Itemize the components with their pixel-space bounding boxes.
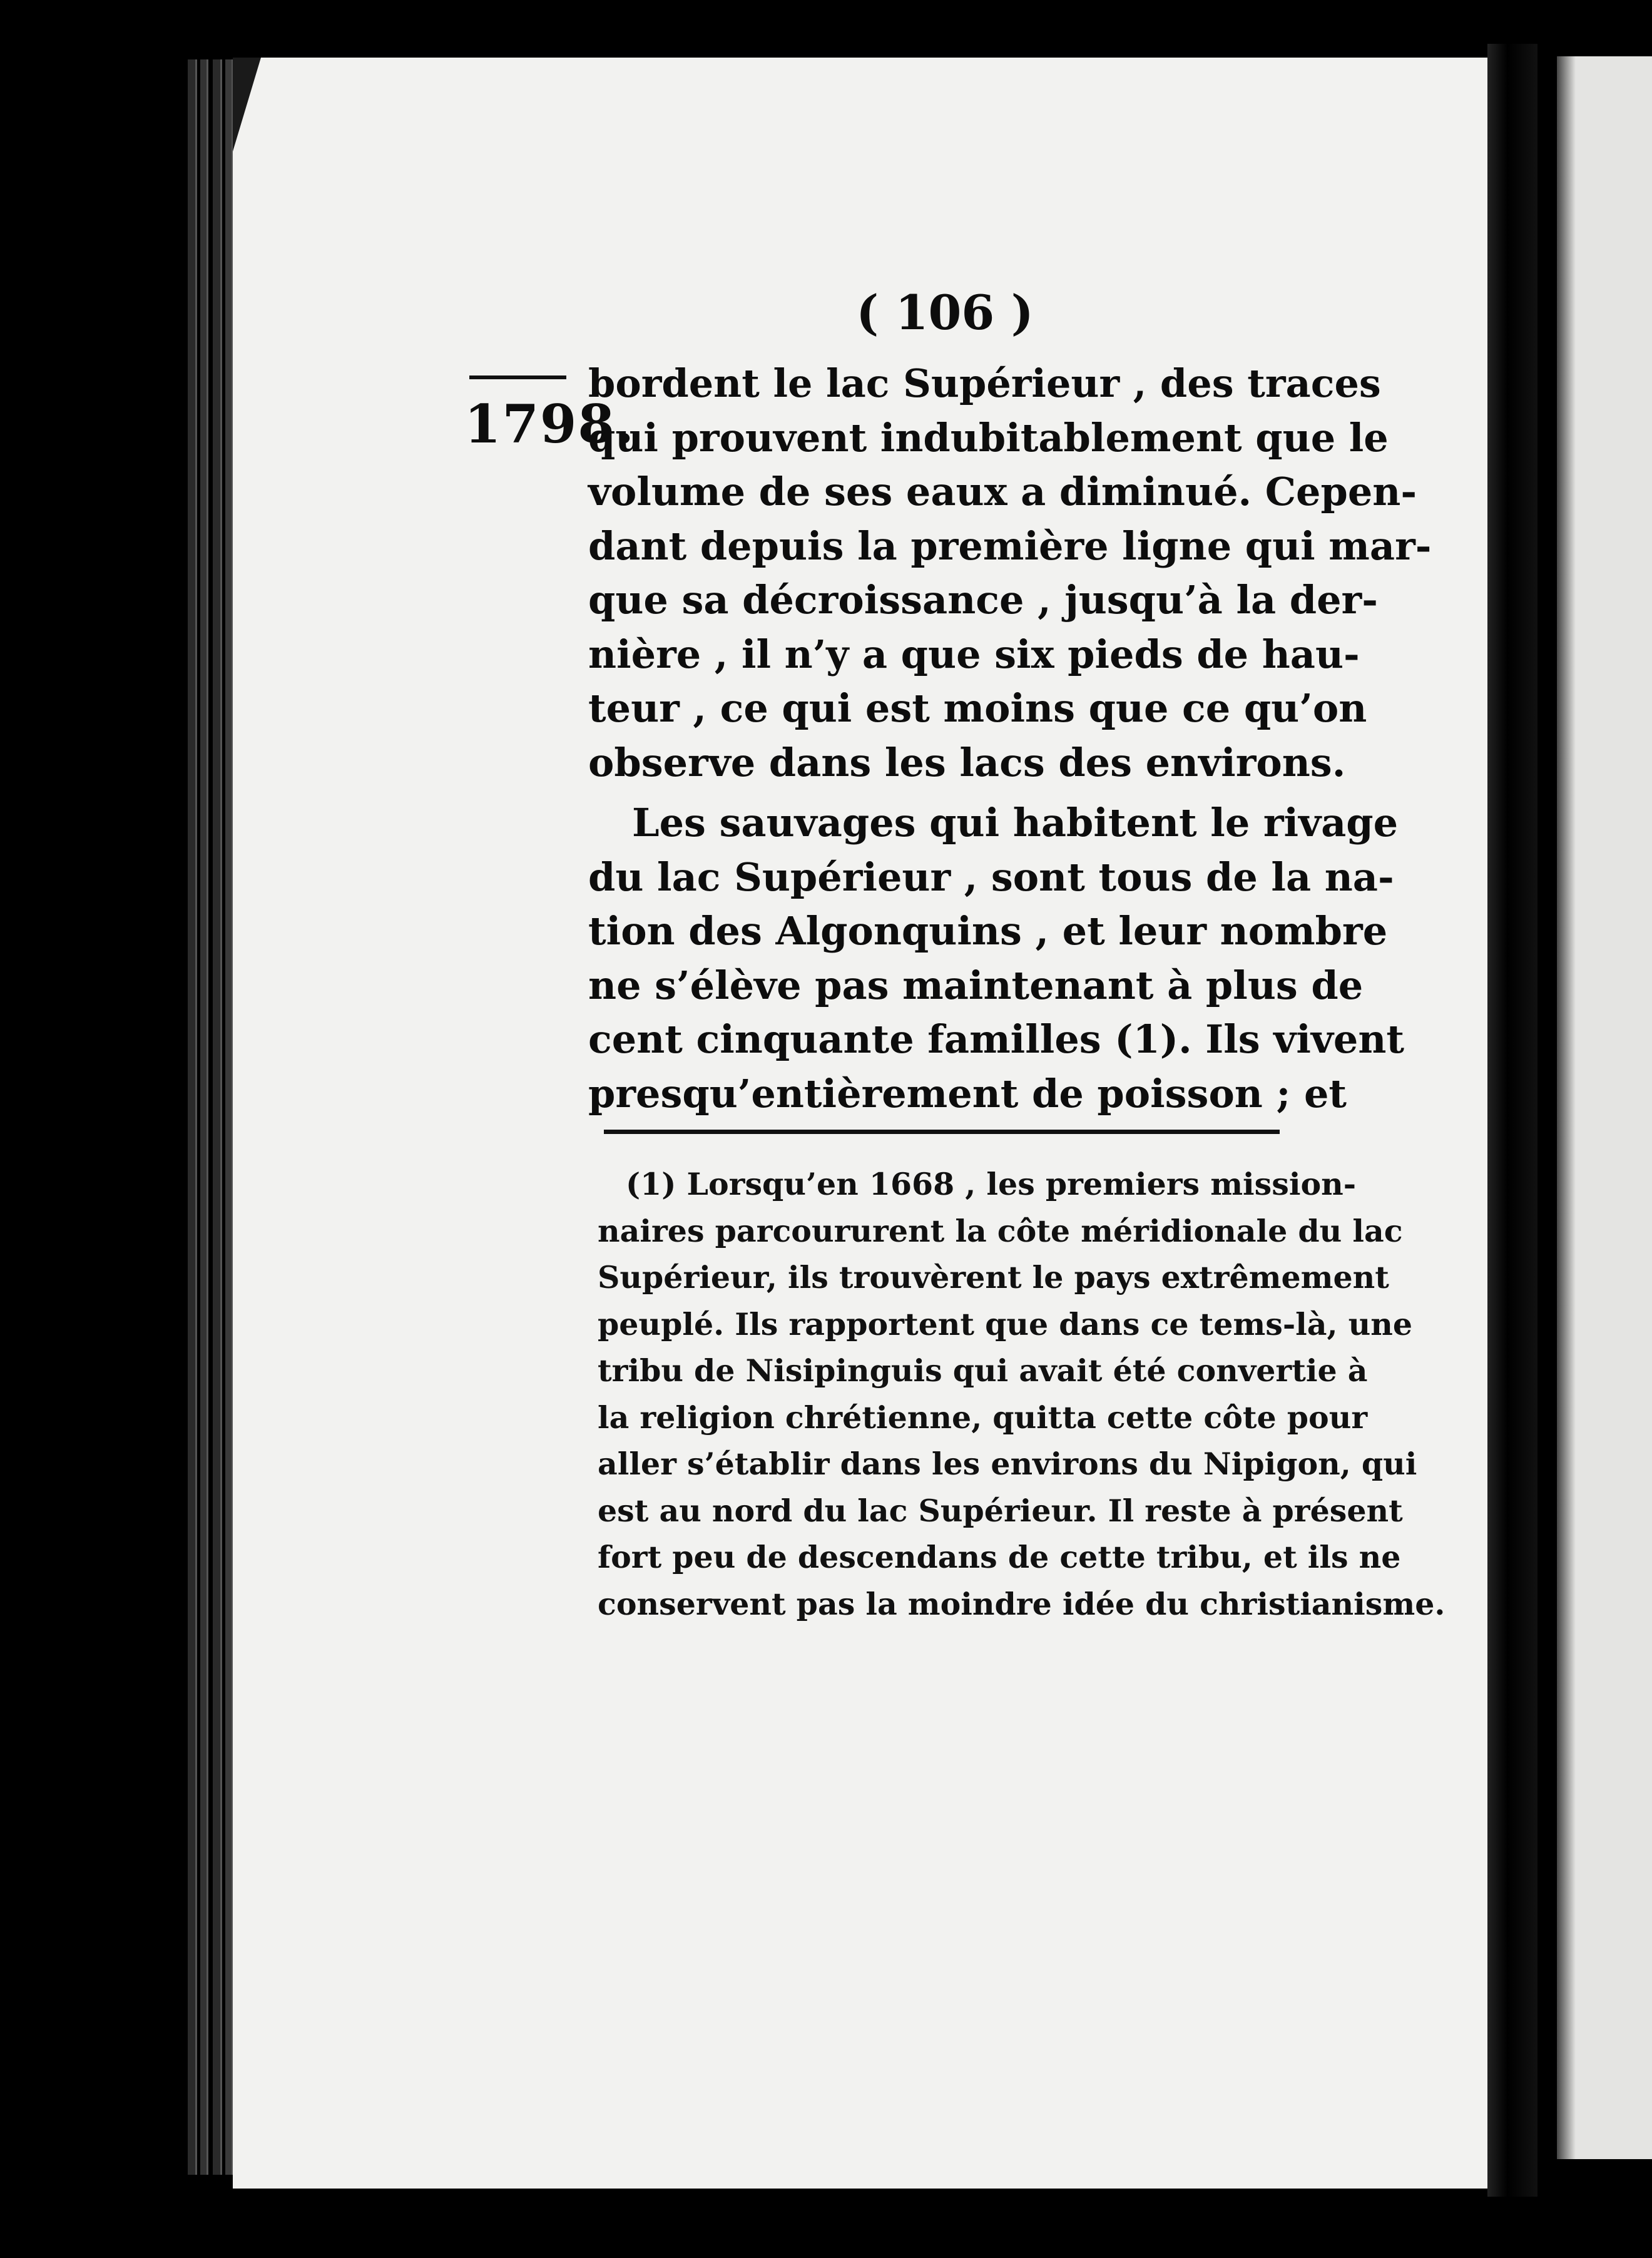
- margin-year-note: 1798.: [464, 393, 636, 455]
- page-edge: [188, 59, 197, 2175]
- facing-page-shadow: [1557, 56, 1576, 2159]
- text-line: volume de ses eaux a diminué. Cepen-: [588, 469, 1417, 514]
- text-line: du lac Supérieur , sont tous de la na-: [588, 854, 1394, 900]
- text-line: cent cinquante familles (1). Ils vivent: [588, 1016, 1405, 1062]
- page-edge: [213, 59, 222, 2175]
- page-number: ( 106 ): [856, 285, 1034, 340]
- footnote-line: la religion chrétienne, quitta cette côte pour: [598, 1399, 1368, 1436]
- footnote-line: aller s’établir dans les environs du Nipigon, qui: [598, 1446, 1417, 1482]
- footnote-line: tribu de Nisipinguis qui avait été convertie à: [598, 1352, 1368, 1389]
- footnote: [598, 1161, 1446, 1627]
- text-line: qui prouvent indubitablement que le: [588, 414, 1389, 461]
- page-edge: [200, 59, 208, 2175]
- footnote-line: (1) Lorsqu’en 1668 , les premiers mission-: [626, 1166, 1357, 1202]
- text-line: nière , il n’y a que six pieds de hau-: [588, 631, 1360, 677]
- text-line: que sa décroissance , jusqu’à la der-: [588, 577, 1378, 623]
- footnote-line: naires parcoururent la côte méridionale du lac: [598, 1212, 1403, 1249]
- text-line: observe dans les lacs des environs.: [588, 739, 1346, 785]
- book-gutter: [1487, 44, 1537, 2197]
- text-line: presqu’entièrement de poisson ; et: [588, 1070, 1347, 1116]
- text-line: teur , ce qui est moins que ce qu’on: [588, 685, 1367, 731]
- text-line: dant depuis la première ligne qui mar-: [588, 523, 1432, 569]
- main-text: [588, 357, 1432, 1121]
- footnote-line: peuplé. Ils rapportent que dans ce tems-là, une: [598, 1305, 1413, 1342]
- text-line: tion des Algonquins , et leur nombre: [588, 908, 1388, 954]
- text-line: Les sauvages qui habitent le rivage: [632, 800, 1399, 845]
- footnote-line: Supérieur, ils trouvèrent le pays extrêmement: [598, 1259, 1389, 1295]
- footnote-line: conservent pas la moindre idée du christianisme.: [598, 1585, 1446, 1622]
- text-line: ne s’élève pas maintenant à plus de: [588, 962, 1364, 1008]
- footnote-rule: [604, 1130, 1280, 1134]
- folded-corner: [233, 58, 261, 151]
- text-line: bordent le lac Supérieur , des traces: [588, 360, 1381, 406]
- footnote-line: est au nord du lac Supérieur. Il reste à présent: [598, 1492, 1403, 1529]
- footnote-line: fort peu de descendans de cette tribu, et ils ne: [598, 1539, 1401, 1575]
- margin-rule: [469, 375, 566, 379]
